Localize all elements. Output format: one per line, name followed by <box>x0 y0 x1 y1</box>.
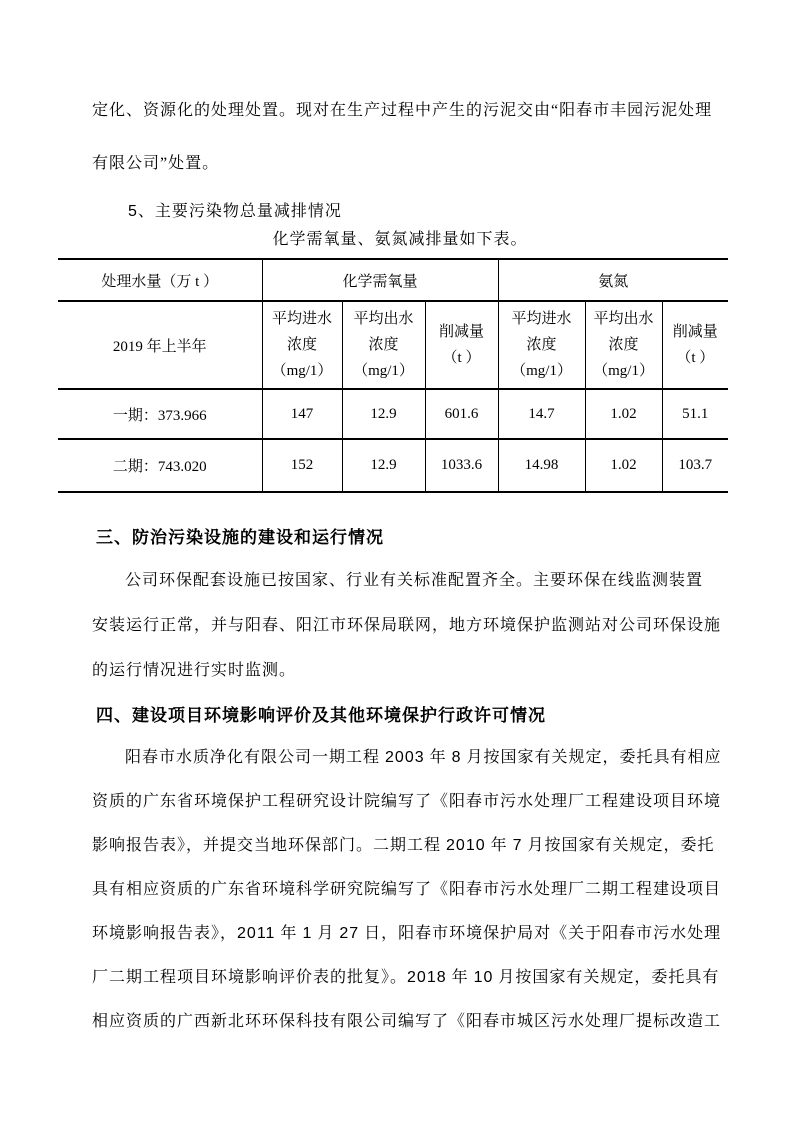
table-row-phase2 <box>58 439 728 492</box>
section4-line: 资质的广东省环境保护工程研究设计院编写了《阳春市污水处理厂工程建设项目环境 <box>92 793 722 810</box>
table-caption: 化学需氧量、氨氮减排量如下表。 <box>272 231 528 248</box>
intro-paragraph <box>92 0 730 190</box>
header-cod-inflow: 平均进水 浓度 （mg/1） <box>262 301 342 389</box>
intro-line: 有限公司”处置。 <box>92 155 220 172</box>
cod-inflow-value: 147 <box>262 389 342 439</box>
section4-line: 环境影响报告表》，2011 年 1 月 27 日，阳春市环境保护局对《关于阳春市污水处理 <box>92 925 722 942</box>
section4-line: 厂二期工程项目环境影响评价表的批复》。2018 年 10 月按国家有关规定，委托具有 <box>92 969 720 986</box>
section4-line: 具有相应资质的广东省环境科学研究院编写了《阳春市污水处理厂二期工程建设项目 <box>92 881 722 898</box>
row-label: 二期：743.020 <box>58 439 262 492</box>
section3-line: 安装运行正常，并与阳春、阳江市环保局联网，地方环境保护监测站对公司环保设施 <box>92 617 722 634</box>
header-cod-outflow: 平均出水 浓度 （mg/1） <box>342 301 425 389</box>
section4-heading: 四、建设项目环境影响评价及其他环境保护行政许可情况 <box>96 706 546 725</box>
cod-outflow-value: 12.9 <box>342 389 425 439</box>
header-water-volume: 处理水量（万 t ） <box>58 259 262 301</box>
header-ammonia-inflow: 平均进水 浓度 （mg/1） <box>498 301 585 389</box>
header-cod-reduction: 削减量 （t ） <box>425 301 498 389</box>
section4-paragraph <box>92 736 730 1044</box>
ammonia-reduction-value: 51.1 <box>662 389 728 439</box>
section3-line: 公司环保配套设施已按国家、行业有关标准配置齐全。主要环保在线监测装置 <box>125 572 704 589</box>
table-row-phase1 <box>58 389 728 439</box>
cod-reduction-value: 1033.6 <box>425 439 498 492</box>
cod-outflow-value: 12.9 <box>342 439 425 492</box>
ammonia-outflow-value: 1.02 <box>585 389 662 439</box>
section3-paragraph <box>92 558 730 693</box>
header-ammonia-reduction: 削减量 （t ） <box>662 301 728 389</box>
section3-line: 的运行情况进行实时监测。 <box>92 662 297 679</box>
section4-line: 相应资质的广西新北环环保科技有限公司编写了《阳春市城区污水处理厂提标改造工 <box>92 1013 722 1030</box>
row-label: 一期：373.966 <box>58 389 262 439</box>
group-header-cod: 化学需氧量 <box>262 259 498 301</box>
group-header-ammonia: 氨氮 <box>498 259 728 301</box>
intro-line: 定化、资源化的处理处置。现对在生产过程中产生的污泥交由“阳春市丰园污泥处理 <box>92 102 713 119</box>
ammonia-inflow-value: 14.7 <box>498 389 585 439</box>
section3-heading: 三、防治污染设施的建设和运行情况 <box>96 528 384 547</box>
cod-reduction-value: 601.6 <box>425 389 498 439</box>
item-heading: 5、主要污染物总量减排情况 <box>128 203 342 220</box>
ammonia-inflow-value: 14.98 <box>498 439 585 492</box>
header-ammonia-outflow: 平均出水 浓度 （mg/1） <box>585 301 662 389</box>
section4-line: 影响报告表》，并提交当地环保部门。二期工程 2010 年 7 月按国家有关规定，委托 <box>92 837 715 854</box>
cod-inflow-value: 152 <box>262 439 342 492</box>
section4-line: 阳春市水质净化有限公司一期工程 2003 年 8 月按国家有关规定，委托具有相应 <box>125 749 722 766</box>
ammonia-reduction-value: 103.7 <box>662 439 728 492</box>
header-period: 2019 年上半年 <box>58 301 262 389</box>
emission-reduction-table <box>58 258 728 493</box>
ammonia-outflow-value: 1.02 <box>585 439 662 492</box>
